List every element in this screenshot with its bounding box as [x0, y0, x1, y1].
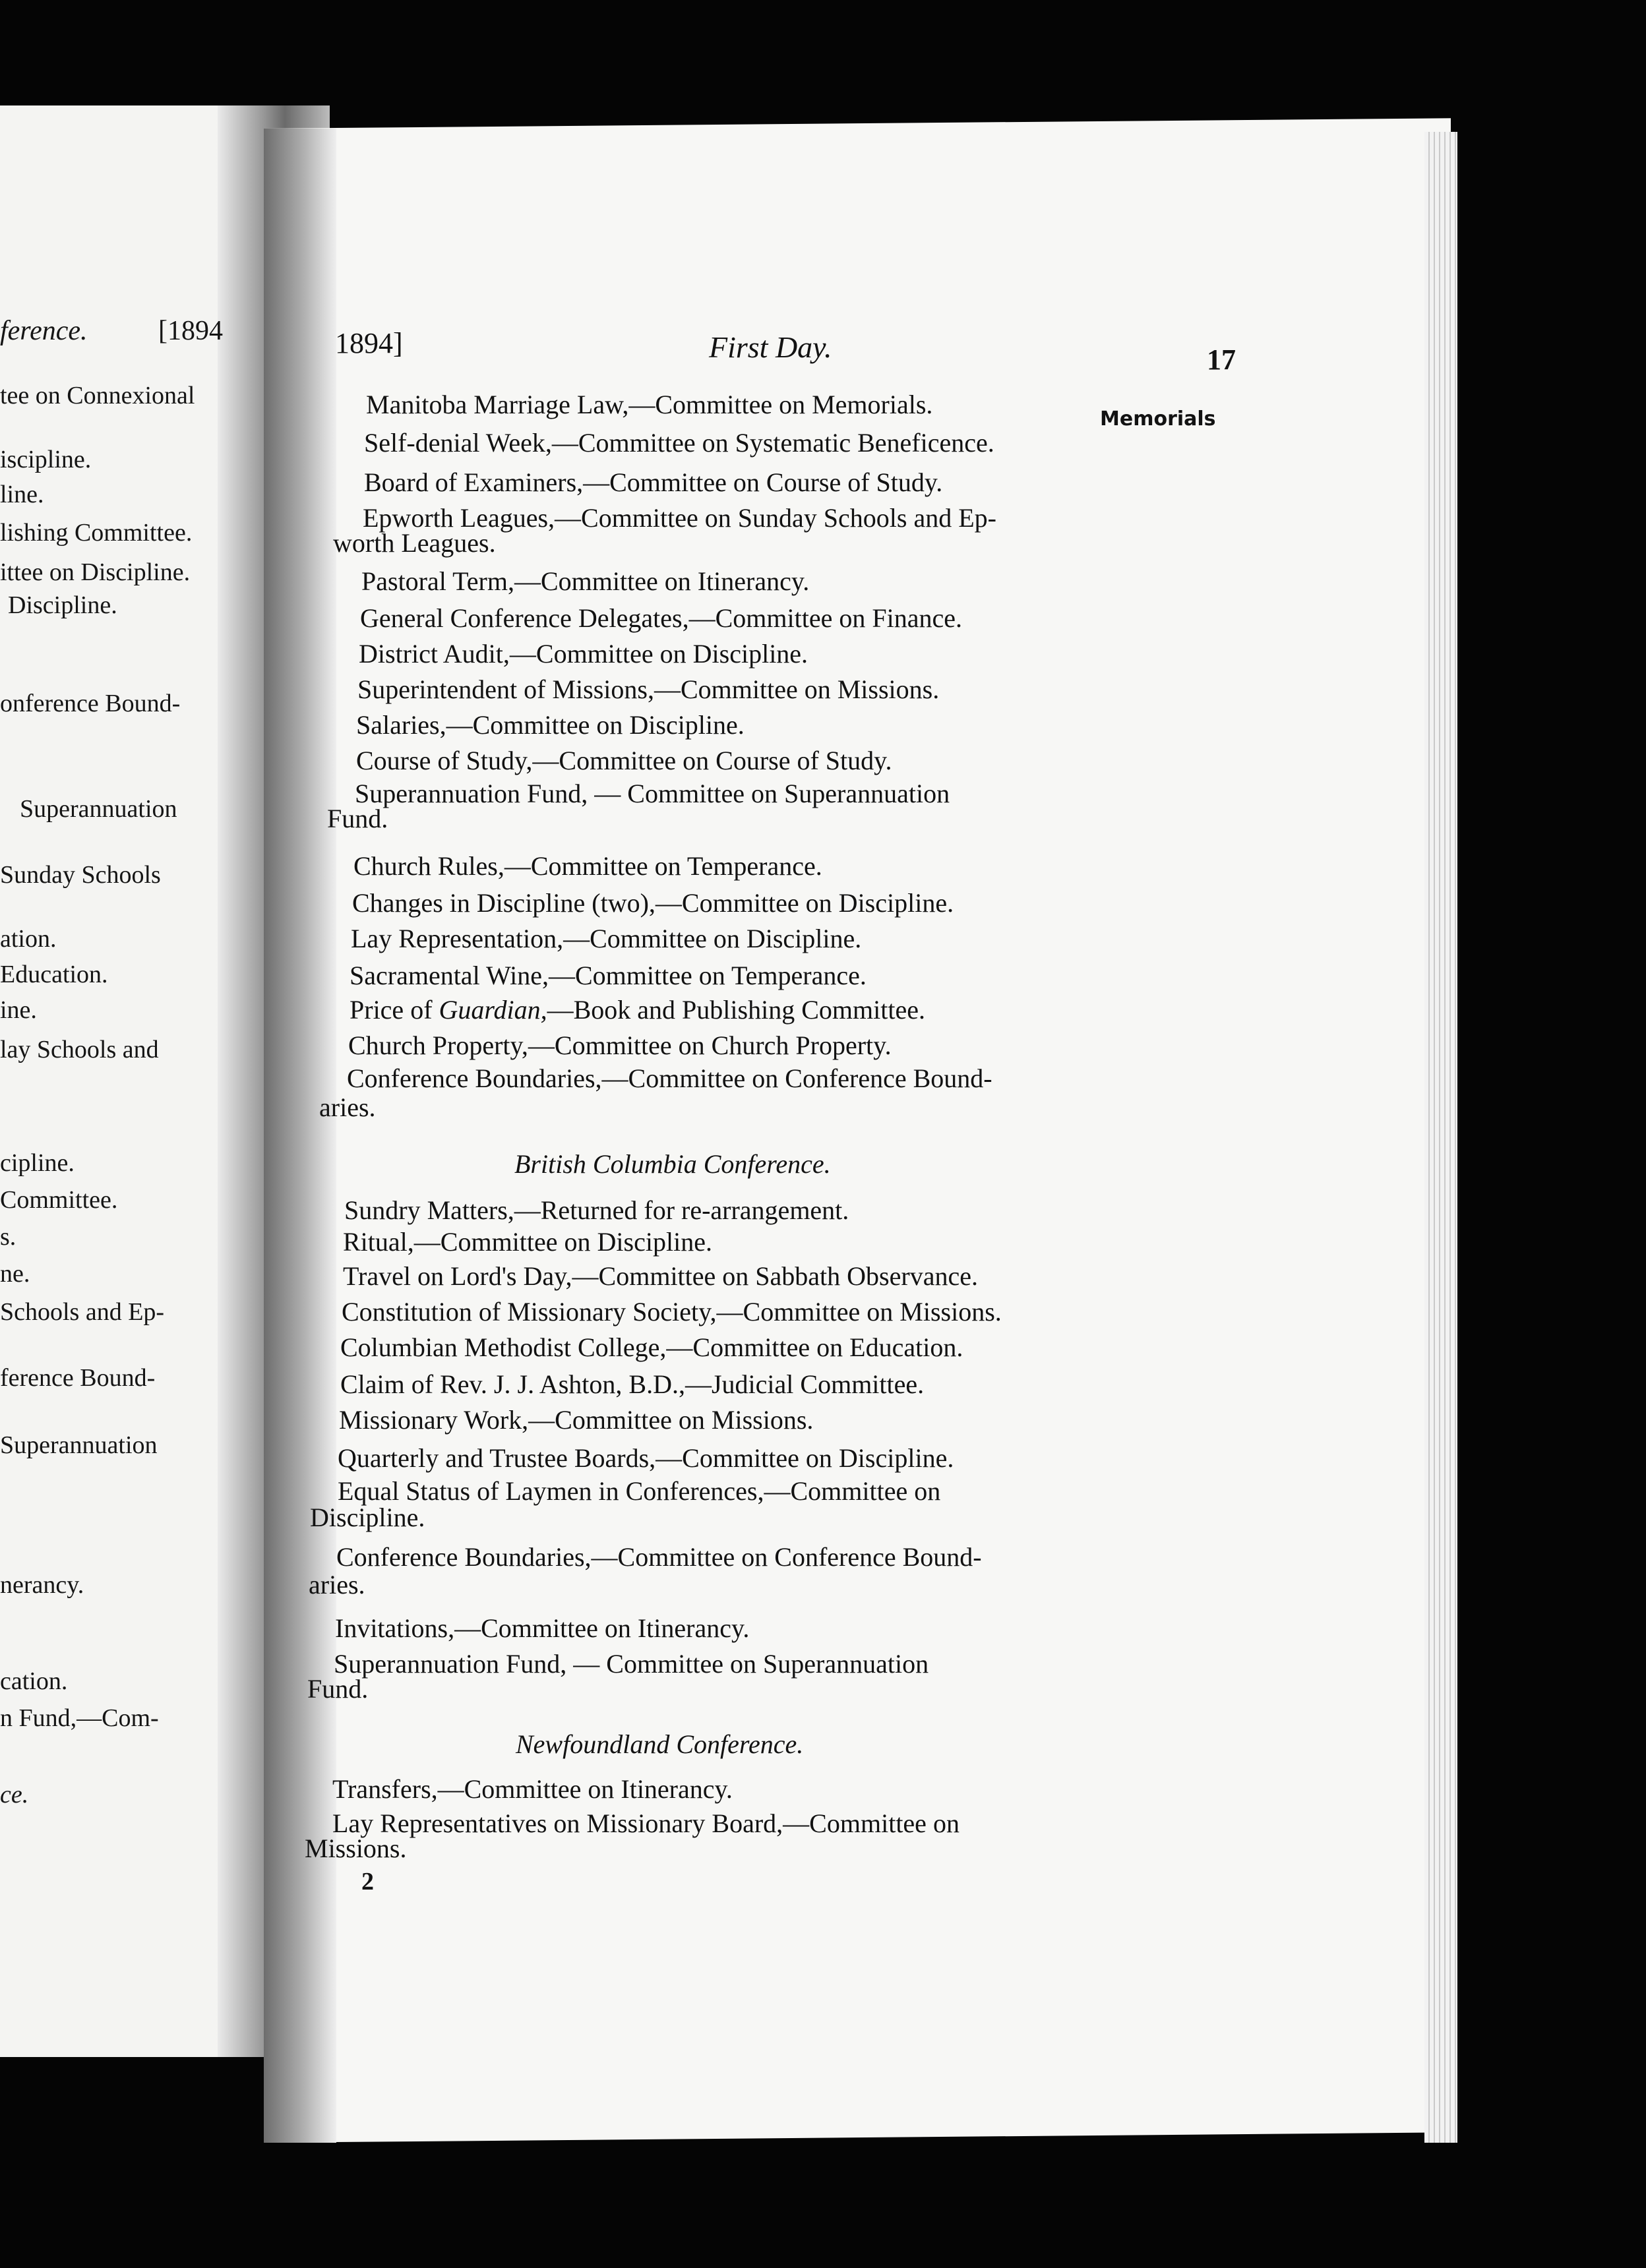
left-line: Superannuation [0, 1431, 158, 1459]
left-line: n Fund,—Com- [0, 1704, 159, 1732]
entry: Superintendent of Missions,—Committee on Missions. [357, 674, 940, 704]
entry: Superannuation Fund, — Committee on Superannuation [334, 1649, 929, 1679]
left-line: line. [0, 481, 44, 508]
entry: Manitoba Marriage Law,—Committee on Memorials. [366, 390, 933, 419]
left-line: Schools and Ep- [0, 1298, 165, 1326]
entry: Conference Boundaries,—Committee on Conference Bound- [336, 1542, 982, 1572]
entry: Lay Representatives on Missionary Board,—Committee on [332, 1808, 960, 1838]
entry-continuation: Discipline. [310, 1503, 425, 1532]
page-number: 17 [1207, 343, 1236, 376]
entry-continuation: Fund. [307, 1674, 369, 1704]
left-line: ce. [0, 1781, 29, 1808]
left-line: Education. [0, 961, 108, 988]
running-year: 1894] [335, 327, 403, 359]
left-line: lay Schools and [0, 1036, 159, 1063]
left-line: Superannuation [20, 795, 177, 823]
entry: Changes in Discipline (two),—Committee on Discipline. [352, 888, 954, 918]
left-line: tee on Connexional [0, 382, 195, 409]
entry: Sacramental Wine,—Committee on Temperance. [350, 961, 867, 990]
entry: Missionary Work,—Committee on Missions. [339, 1405, 814, 1435]
entry-continuation: Missions. [305, 1834, 407, 1863]
left-line: Committee. [0, 1186, 118, 1214]
left-running-title: ference. [0, 316, 88, 346]
left-line: Discipline. [8, 591, 117, 619]
entry: General Conference Delegates,—Committee on Finance. [360, 603, 962, 633]
left-line: ne. [0, 1260, 30, 1288]
entry: Quarterly and Trustee Boards,—Committee on Discipline. [338, 1443, 954, 1473]
left-line: nerancy. [0, 1571, 84, 1599]
left-line: Sunday Schools [0, 861, 161, 889]
left-line: ittee on Discipline. [0, 558, 191, 586]
entry: Pastoral Term,—Committee on Itinerancy. [361, 566, 810, 596]
section-heading-british-columbia: British Columbia Conference. [514, 1149, 831, 1179]
entry-guardian [350, 994, 925, 1025]
left-line: cipline. [0, 1149, 75, 1177]
entry-continuation: aries. [309, 1570, 365, 1599]
entry: Ritual,—Committee on Discipline. [343, 1227, 712, 1257]
left-line: ation. [0, 925, 57, 953]
entry-continuation: Fund. [327, 804, 388, 833]
entry-continuation: worth Leagues. [333, 528, 496, 558]
entry: Superannuation Fund, — Committee on Superannuation [355, 779, 950, 808]
margin-note: Memorials [1100, 407, 1216, 431]
left-line: lishing Committee. [0, 519, 193, 547]
entry: Church Property,—Committee on Church Property. [348, 1030, 892, 1060]
left-line: cation. [0, 1667, 68, 1695]
left-line: iscipline. [0, 446, 92, 473]
entry: Course of Study,—Committee on Course of Study. [356, 746, 892, 775]
entry: District Audit,—Committee on Discipline. [359, 639, 808, 669]
left-line: ine. [0, 996, 37, 1024]
entry: Salaries,—Committee on Discipline. [356, 710, 745, 740]
entry-continuation: aries. [319, 1092, 376, 1122]
entry: Columbian Methodist College,—Committee on Education. [340, 1332, 963, 1362]
entry-italic-title: Guardian, [439, 995, 547, 1025]
entry: Board of Examiners,—Committee on Course of Study. [364, 467, 943, 497]
entry: Equal Status of Laymen in Conferences,—Committee on [338, 1476, 941, 1506]
right-page [264, 118, 1451, 2143]
entry: Constitution of Missionary Society,—Committee on Missions. [342, 1297, 1002, 1327]
section-heading-newfoundland: Newfoundland Conference. [516, 1729, 804, 1759]
entry: Sundry Matters,—Returned for re-arrangement. [344, 1195, 849, 1225]
left-line: ference Bound- [0, 1364, 156, 1392]
left-running-year: [1894 [158, 316, 223, 346]
entry: Self-denial Week,—Committee on Systematic Beneficence. [364, 428, 994, 458]
printer-signature-mark: 2 [361, 1868, 374, 1895]
entry-text: —Book and Publishing Committee. [547, 995, 925, 1025]
entry: Church Rules,—Committee on Temperance. [353, 851, 822, 881]
entry: Conference Boundaries,—Committee on Conference Bound- [347, 1063, 992, 1093]
entry: Lay Representation,—Committee on Discipline. [351, 924, 862, 953]
entry: Epworth Leagues,—Committee on Sunday Schools and Ep- [363, 503, 996, 533]
entry: Invitations,—Committee on Itinerancy. [335, 1613, 750, 1643]
left-line: s. [0, 1223, 16, 1251]
entry: Transfers,—Committee on Itinerancy. [332, 1774, 733, 1804]
entry: Travel on Lord's Day,—Committee on Sabbath Observance. [343, 1261, 978, 1291]
left-line: onference Bound- [0, 690, 181, 717]
entry: Claim of Rev. J. J. Ashton, B.D.,—Judicial Committee. [340, 1369, 925, 1399]
running-title: First Day. [709, 330, 832, 364]
entry-text: Price of [350, 995, 439, 1025]
page-edges [1424, 132, 1457, 2143]
